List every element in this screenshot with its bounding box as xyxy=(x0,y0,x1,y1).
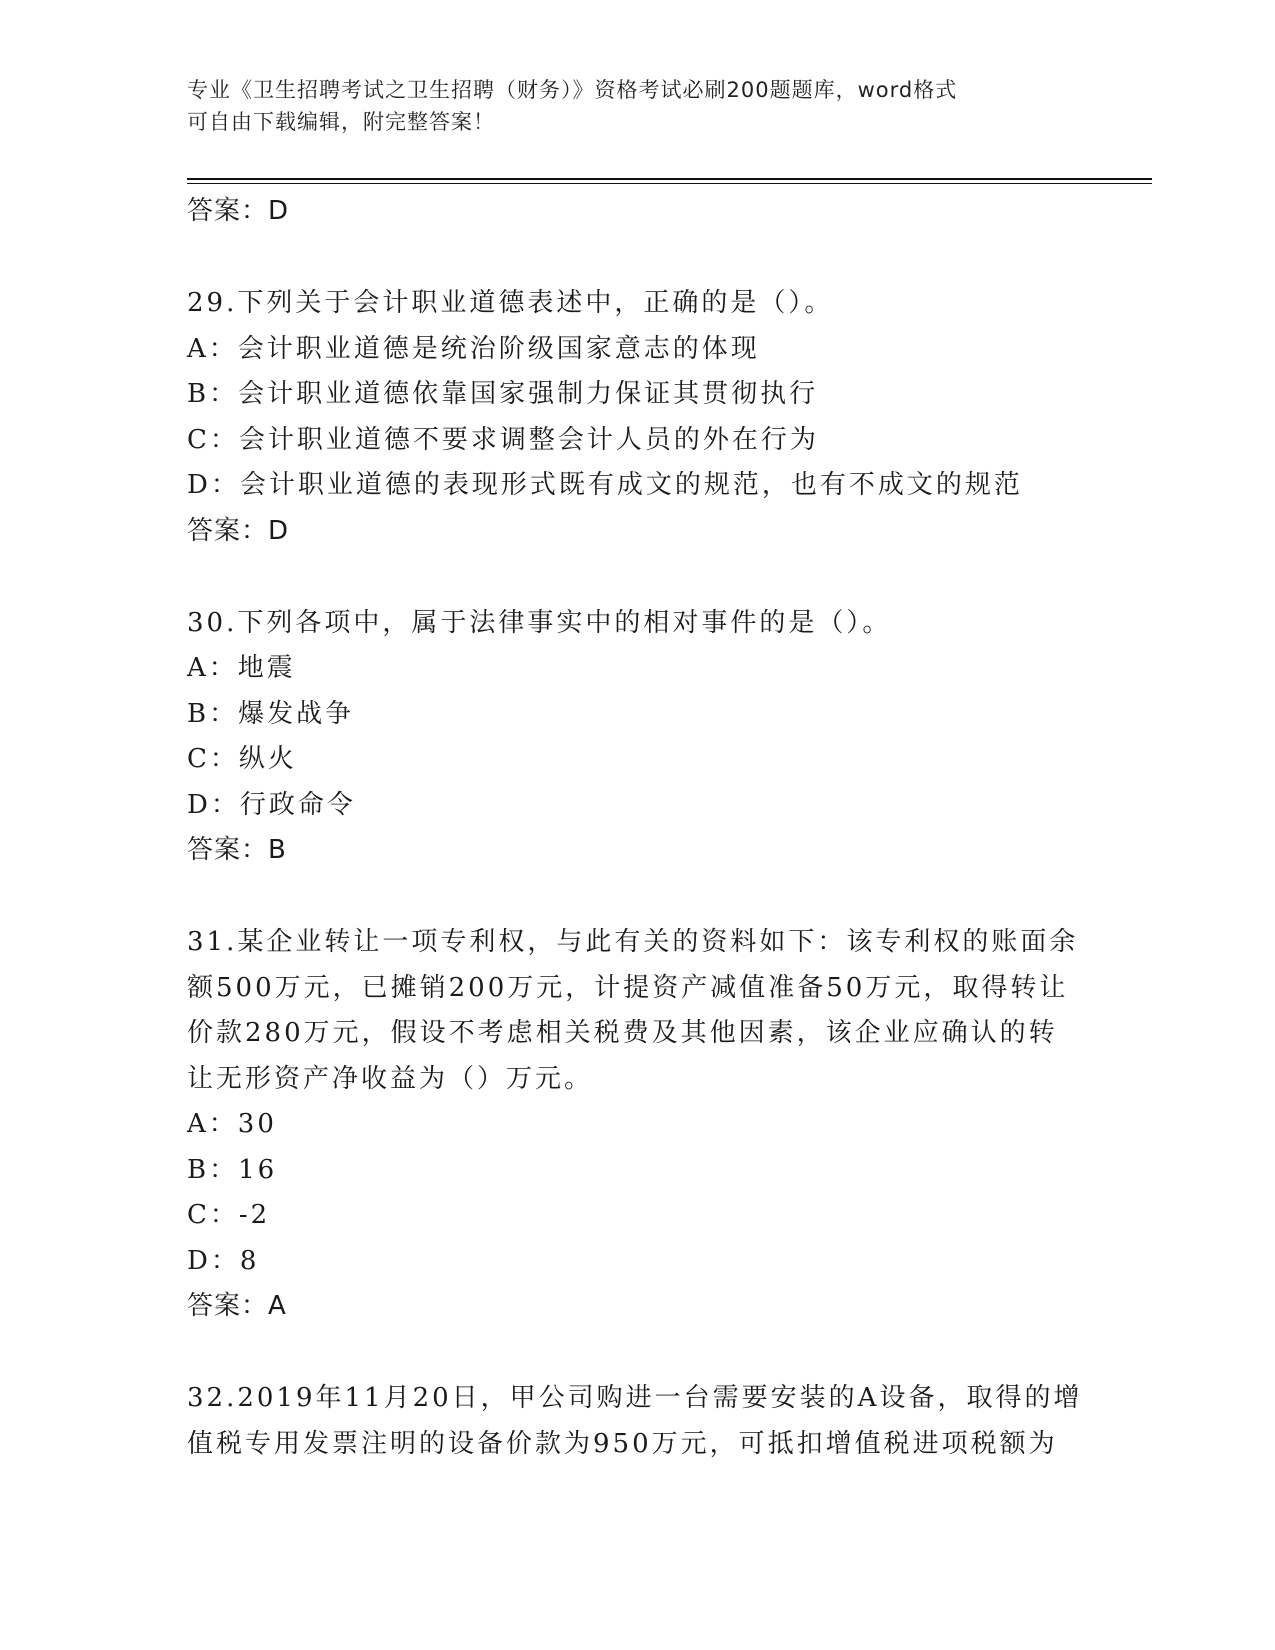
question-gap xyxy=(187,233,1087,281)
option-a: A：会计职业道德是统治阶级国家意志的体现 xyxy=(187,333,760,364)
header-line-1: 专业《卫生招聘考试之卫生招聘（财务）》资格考试必刷200题题库，word格式 xyxy=(187,78,958,102)
option-a: A：30 xyxy=(187,1109,277,1139)
document-header xyxy=(187,74,1067,138)
question-text: 30.下列各项中，属于法律事实中的相对事件的是（）。 xyxy=(187,607,892,638)
answer-line: 答案：D xyxy=(187,515,290,546)
option-c: C：-2 xyxy=(187,1200,271,1230)
option-b: B：爆发战争 xyxy=(187,698,355,729)
question-list xyxy=(187,189,1087,1467)
option-b: B：16 xyxy=(187,1154,278,1185)
option-b: B：会计职业道德依靠国家强制力保证其贯彻执行 xyxy=(187,379,819,409)
answer-line: 答案：B xyxy=(187,835,287,865)
question-gap xyxy=(187,553,1087,601)
question-31 xyxy=(187,920,1087,1328)
question-30 xyxy=(187,601,1087,873)
header-line-2: 可自由下载编辑，附完整答案！ xyxy=(187,110,495,134)
answer-line: 答案：A xyxy=(187,1291,287,1321)
question-gap xyxy=(187,1328,1087,1376)
question-text: 值税专用发票注明的设备价款为950万元，可抵扣增值税进项税额为 xyxy=(187,1428,1058,1459)
answer-line: 答案：D xyxy=(187,196,290,226)
option-a: A：地震 xyxy=(187,653,296,683)
question-text: 让无形资产净收益为（）万元。 xyxy=(187,1063,594,1094)
question-text: 29.下列关于会计职业道德表述中，正确的是（）。 xyxy=(187,288,834,318)
question-text: 31.某企业转让一项专利权，与此有关的资料如下：该专利权的账面余 xyxy=(187,927,1079,957)
question-text: 价款280万元，假设不考虑相关税费及其他因素，该企业应确认的转 xyxy=(187,1018,1058,1048)
option-c: C：会计职业道德不要求调整会计人员的外在行为 xyxy=(187,424,819,455)
question-32 xyxy=(187,1376,1087,1467)
option-d: D：8 xyxy=(187,1245,260,1276)
header-rule-thin xyxy=(187,183,1152,184)
header-rule-thick xyxy=(187,178,1152,180)
question-text: 额500万元，已摊销200万元，计提资产减值准备50万元，取得转让 xyxy=(187,972,1069,1003)
question-29 xyxy=(187,281,1087,553)
question-gap xyxy=(187,872,1087,920)
option-d: D：行政命令 xyxy=(187,789,356,820)
question-text: 32.2019年11月20日，甲公司购进一台需要安装的A设备，取得的增 xyxy=(187,1383,1083,1413)
option-c: C：纵火 xyxy=(187,744,297,774)
option-d: D：会计职业道德的表现形式既有成文的规范，也有不成文的规范 xyxy=(187,470,1023,500)
